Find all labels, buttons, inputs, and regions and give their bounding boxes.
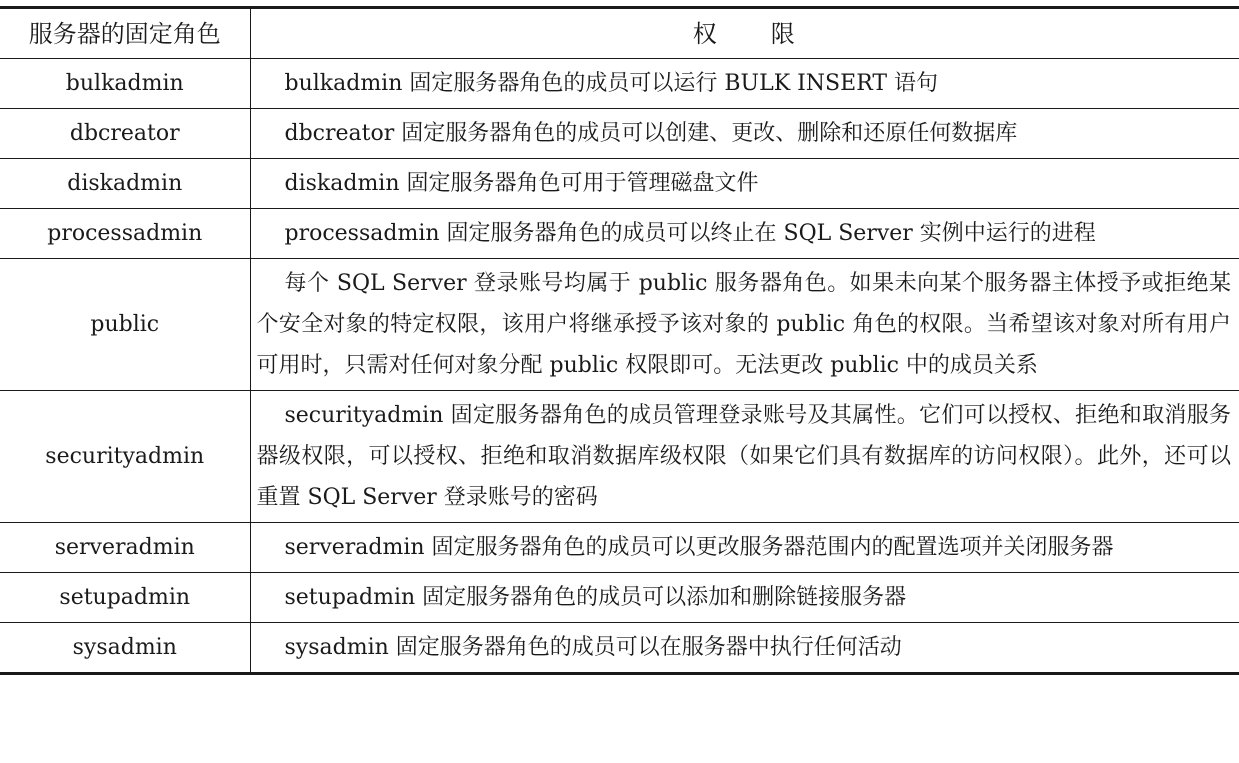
header-role: 服务器的固定角色	[0, 8, 250, 59]
role-permission: sysadmin 固定服务器角色的成员可以在服务器中执行任何活动	[250, 623, 1239, 674]
role-permission: securityadmin 固定服务器角色的成员管理登录账号及其属性。它们可以授权、拒绝和取消服务器级权限，可以授权、拒绝和取消数据库级权限（如果它们具有数据库的访问权限）。此外，还可以重置 SQL Server 登录账号的密码	[250, 391, 1239, 523]
table-row	[0, 59, 1239, 109]
role-name: processadmin	[0, 209, 250, 259]
role-name: setupadmin	[0, 573, 250, 623]
role-permission: serveradmin 固定服务器角色的成员可以更改服务器范围内的配置选项并关闭服务器	[250, 523, 1239, 573]
table-row	[0, 573, 1239, 623]
role-permission: processadmin 固定服务器角色的成员可以终止在 SQL Server 实例中运行的进程	[250, 209, 1239, 259]
header-permission: 权 限	[250, 8, 1239, 59]
role-name: serveradmin	[0, 523, 250, 573]
role-name: bulkadmin	[0, 59, 250, 109]
table-row	[0, 259, 1239, 391]
role-name: securityadmin	[0, 391, 250, 523]
table-row	[0, 159, 1239, 209]
server-roles-table	[0, 6, 1239, 675]
table-row	[0, 623, 1239, 674]
role-name: dbcreator	[0, 109, 250, 159]
role-name: diskadmin	[0, 159, 250, 209]
role-name: public	[0, 259, 250, 391]
role-permission: 每个 SQL Server 登录账号均属于 public 服务器角色。如果未向某个服务器主体授予或拒绝某个安全对象的特定权限，该用户将继承授予该对象的 public 角色的权限。当希望该对象对所有用户可用时，只需对任何对象分配 public 权限即可。无法更改 public 中的成员关系	[250, 259, 1239, 391]
table-row	[0, 209, 1239, 259]
role-permission: bulkadmin 固定服务器角色的成员可以运行 BULK INSERT 语句	[250, 59, 1239, 109]
role-permission: diskadmin 固定服务器角色可用于管理磁盘文件	[250, 159, 1239, 209]
header-row	[0, 8, 1239, 59]
role-permission: dbcreator 固定服务器角色的成员可以创建、更改、删除和还原任何数据库	[250, 109, 1239, 159]
role-name: sysadmin	[0, 623, 250, 674]
role-permission: setupadmin 固定服务器角色的成员可以添加和删除链接服务器	[250, 573, 1239, 623]
table-row	[0, 523, 1239, 573]
table-row	[0, 391, 1239, 523]
table-row	[0, 109, 1239, 159]
table-body	[0, 59, 1239, 674]
table-header	[0, 8, 1239, 59]
